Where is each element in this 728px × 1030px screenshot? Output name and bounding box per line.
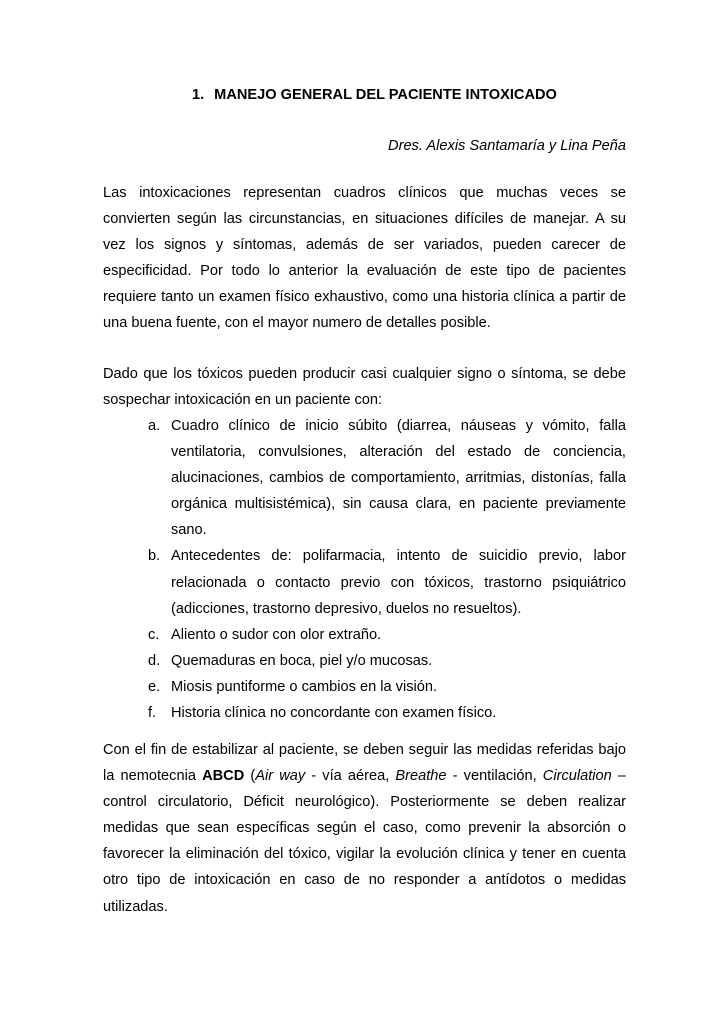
authors-line: Dres. Alexis Santamaría y Lina Peña <box>388 138 626 154</box>
breathe-term: Breathe <box>395 768 447 785</box>
section-title-text: MANEJO GENERAL DEL PACIENTE INTOXICADO <box>214 87 557 103</box>
paragraph-intro: Las intoxicaciones representan cuadros clínicos que muchas veces se convierten según las circunstancias, en situaciones difíciles de manejar. A su vez los signos y síntomas, además de ser variados, pueden carecer de especificidad. Por todo lo anterior la evaluación de este tipo de pacientes requiere tanto un examen físico exhaustivo, como una historia clínica a partir de una buena fuente, con el mayor numero de detalles posible. <box>103 185 626 332</box>
section-number: 1. <box>192 87 205 103</box>
list-item <box>103 622 626 648</box>
list-marker: c. <box>148 626 160 643</box>
list-item <box>103 648 626 674</box>
criteria-list <box>103 413 626 726</box>
list-item <box>103 674 626 700</box>
airway-term: Air way <box>255 768 306 785</box>
abcd-text-2: ( <box>244 768 256 785</box>
list-item <box>103 413 626 543</box>
list-item-text: Miosis puntiforme o cambios en la visión. <box>171 678 438 695</box>
abcd-text-4: - ventilación, <box>446 768 543 785</box>
paragraph-abcd <box>103 737 626 920</box>
list-marker: d. <box>148 652 161 669</box>
abcd-text-5: – control circulatorio, Déficit neurológico). Posteriormente se deben realizar medidas que sean específicas según el caso, como prevenir la absorción o favorecer la eliminación del tóxico, vigilar la evolución clínica y tener en cuenta otro tipo de intoxicación en caso de no responder a antídotos o medidas utilizadas. <box>103 768 626 915</box>
list-marker: b. <box>148 548 161 565</box>
list-marker: e. <box>148 678 161 695</box>
list-item-text: Aliento o sudor con olor extraño. <box>171 626 382 643</box>
abcd-acronym: ABCD <box>202 768 245 785</box>
document-page <box>103 0 626 1030</box>
list-item <box>103 543 626 621</box>
list-item <box>103 700 626 726</box>
list-marker: f. <box>148 705 157 722</box>
circulation-term: Circulation <box>542 768 612 785</box>
paragraph-suspicion: Dado que los tóxicos pueden producir casi cualquier signo o síntoma, se debe sospechar intoxicación en un paciente con: <box>103 366 626 409</box>
abcd-text-1: Con el fin de estabilizar al paciente, se deben seguir las medidas referidas bajo la nemotecnia <box>103 742 626 785</box>
list-item-text: Cuadro clínico de inicio súbito (diarrea, náuseas y vómito, falla ventilatoria, convulsiones, alteración del estado de conciencia, alucinaciones, cambios de comportamiento, arritmias, distonías, falla orgánica multisistémica), sin causa clara, en paciente previamente sano. <box>171 418 626 539</box>
list-item-text: Antecedentes de: polifarmacia, intento de suicidio previo, labor relacionada o contacto previo con tóxicos, trastorno psiquiátrico (adicciones, trastorno depresivo, duelos no resueltos). <box>171 548 626 617</box>
list-item-text: Historia clínica no concordante con examen físico. <box>171 705 497 722</box>
list-item-text: Quemaduras en boca, piel y/o mucosas. <box>171 652 433 669</box>
section-title <box>192 87 557 103</box>
abcd-text-3: - vía aérea, <box>305 768 396 785</box>
list-marker: a. <box>148 418 161 434</box>
